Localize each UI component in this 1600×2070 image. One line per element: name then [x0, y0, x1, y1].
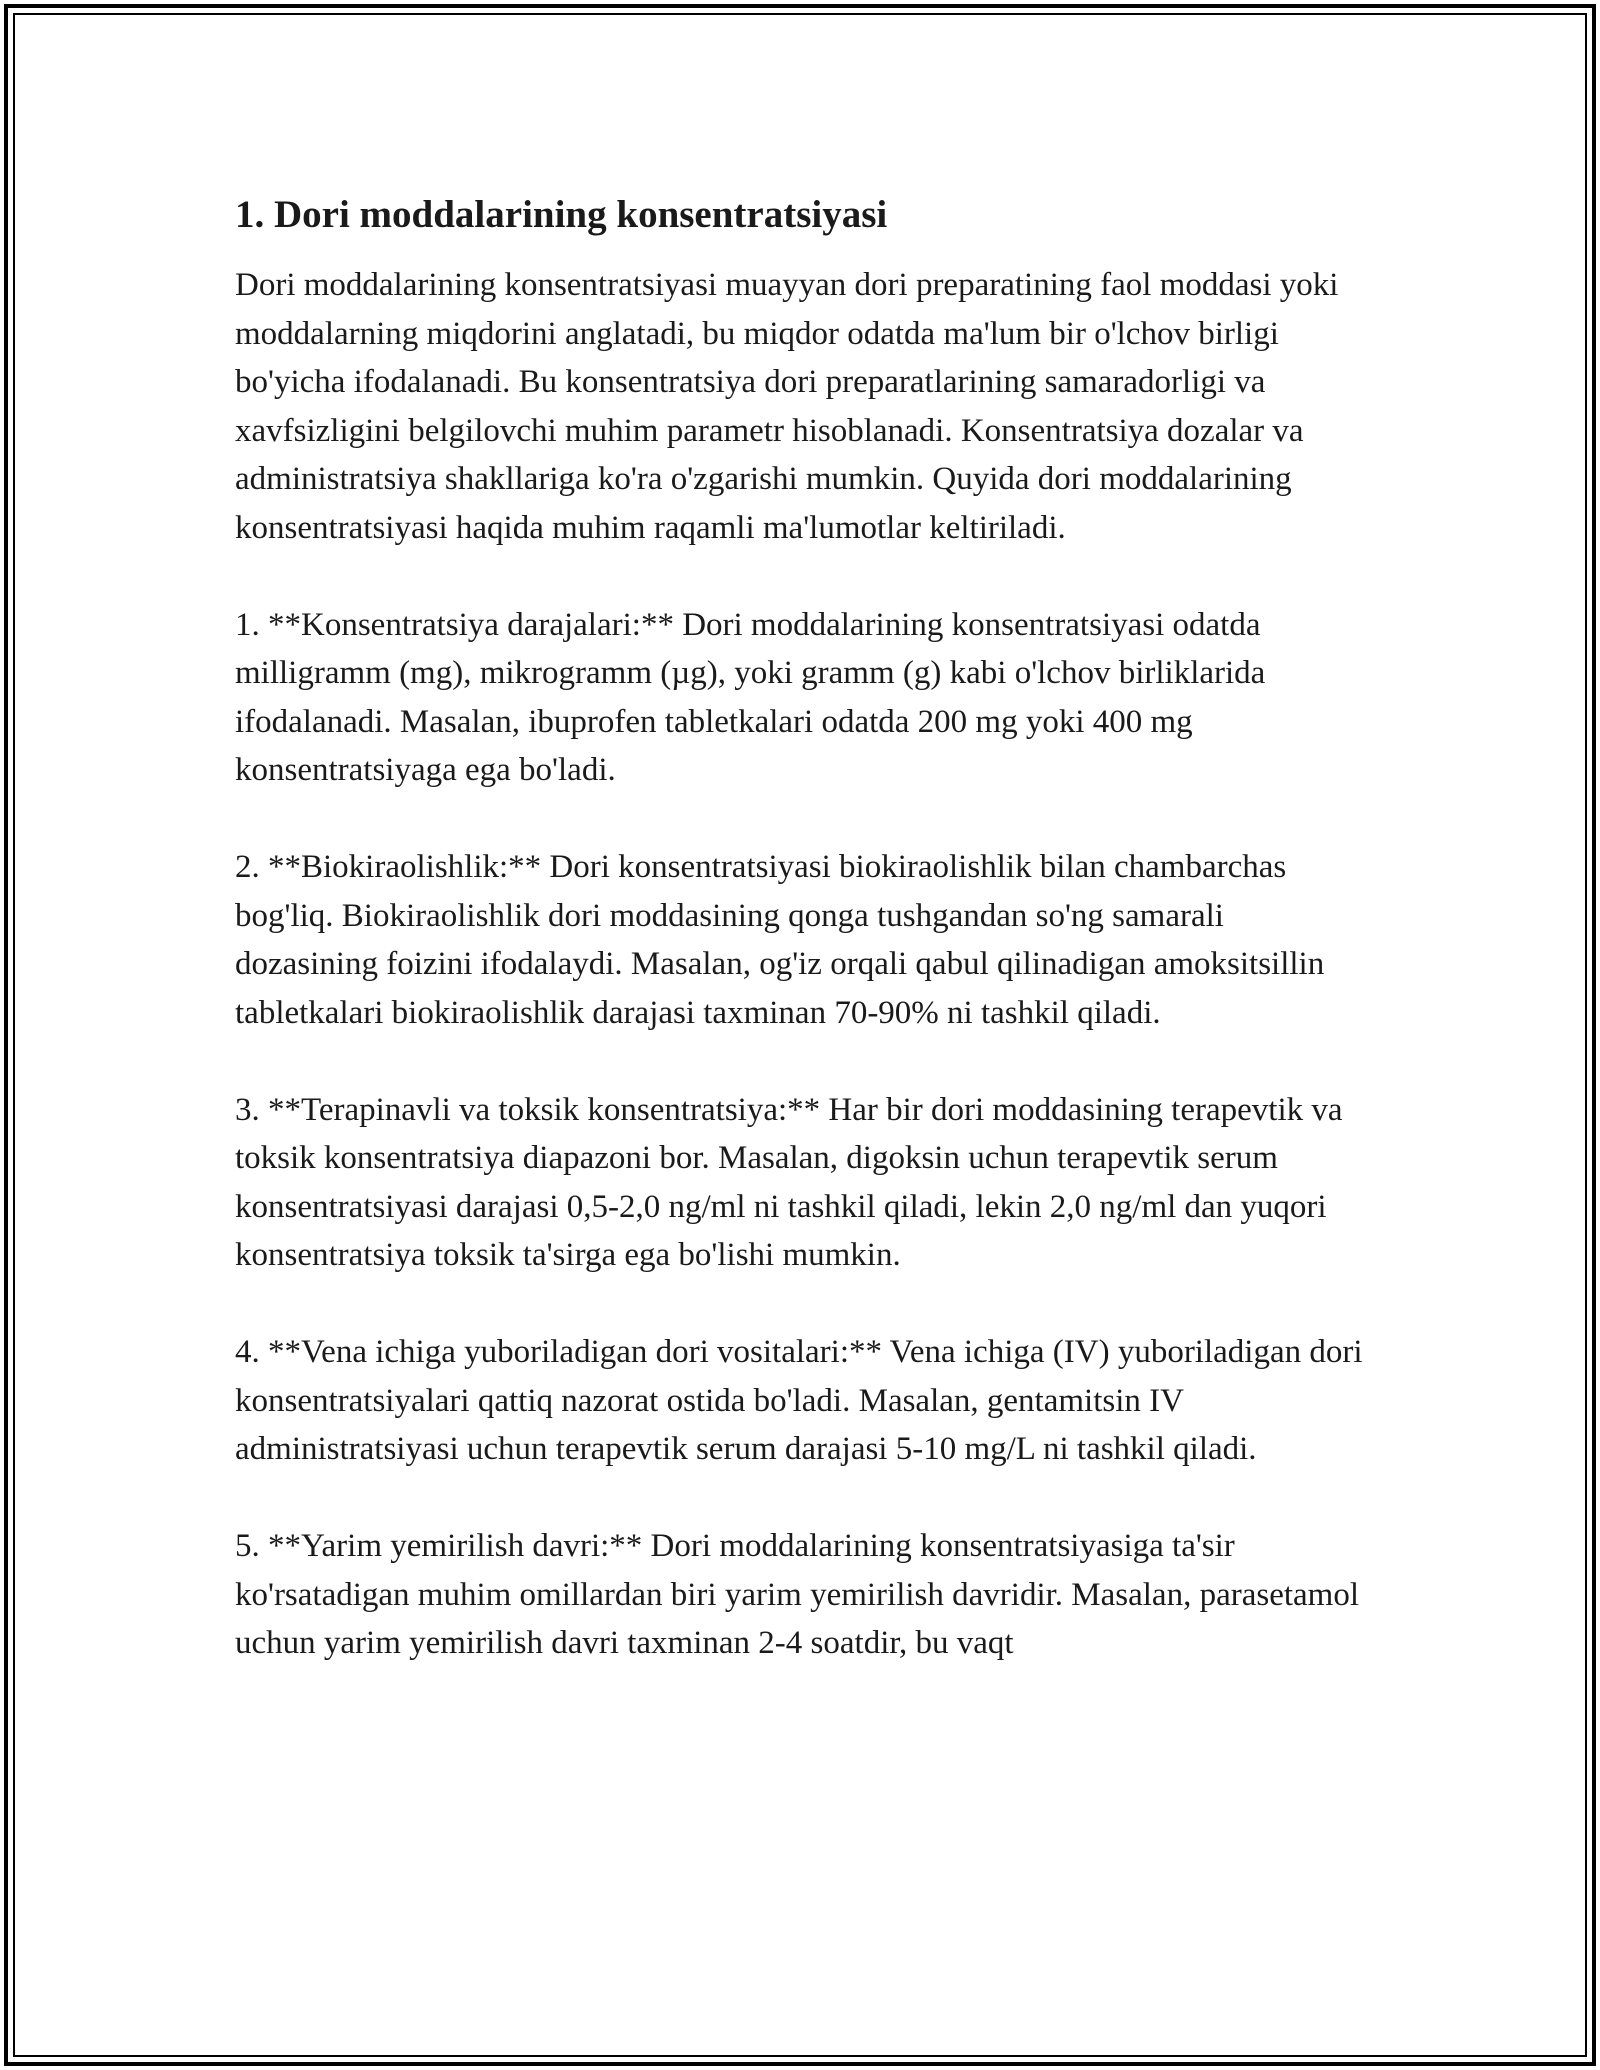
item-intravenous: 4. **Vena ichiga yuboriladigan dori vositalari:** Vena ichiga (IV) yuboriladigan dori konsentratsiyalari qattiq nazorat ostida bo'ladi. Masalan, gentamitsin IV administratsiyasi uchun terapevtik serum darajasi 5-10 mg/L ni tashkil qiladi. — [235, 1334, 1363, 1467]
item-concentration-levels: 1. **Konsentratsiya darajalari:** Dori moddalarining konsentratsiyasi odatda milligramm (mg), mikrogramm (µg), yoki gramm (g) kabi o'lchov birliklarida ifodalanadi. Masalan, ibuprofen tabletkalari odatda 200 mg yoki 400 mg konsentratsiyaga ega bo'ladi. — [235, 606, 1266, 788]
intro-paragraph: Dori moddalarining konsentratsiyasi muayyan dori preparatining faol moddasi yoki moddalarning miqdorini anglatadi, bu miqdor odatda ma'lum bir o'lchov birligi bo'yicha ifodalanadi. Bu konsentratsiya dori preparatlarining samaradorligi va xavfsizligini belgilovchi muhim parametr hisoblanadi. Konsentratsiya dozalar va administratsiya shakllariga ko'ra o'zgarishi mumkin. Quyida dori moddalarining konsentratsiyasi haqida muhim raqamli ma'lumotlar keltiriladi. — [235, 267, 1339, 546]
document-body — [235, 183, 1365, 1716]
item-bioavailability: 2. **Biokiraolishlik:** Dori konsentratsiyasi biokiraolishlik bilan chambarchas bog'liq. Biokiraolishlik dori moddasining qonga tushgandan so'ng samarali dozasining foizini ifodalaydi. Masalan, og'iz orqali qabul qilinadigan amoksitsillin tabletkalari biokiraolishlik darajasi taxminan 70-90% ni tashkil qiladi. — [235, 849, 1325, 1031]
item-half-life: 5. **Yarim yemirilish davri:** Dori moddalarining konsentratsiyasiga ta'sir ko'rsatadigan muhim omillardan biri yarim yemirilish davridir. Masalan, parasetamol uchun yarim yemirilish davri taxminan 2-4 soatdir, bu vaqt — [235, 1528, 1359, 1661]
section-title: 1. Dori moddalarining konsentratsiyasi — [235, 193, 888, 236]
item-therapeutic-toxic: 3. **Terapinavli va toksik konsentratsiya:** Har bir dori moddasining terapevtik va toksik konsentratsiya diapazoni bor. Masalan, digoksin uchun terapevtik serum konsentratsiyasi darajasi 0,5-2,0 ng/ml ni tashkil qiladi, lekin 2,0 ng/ml dan yuqori konsentratsiya toksik ta'sirga ega bo'lishi mumkin. — [235, 1091, 1343, 1273]
